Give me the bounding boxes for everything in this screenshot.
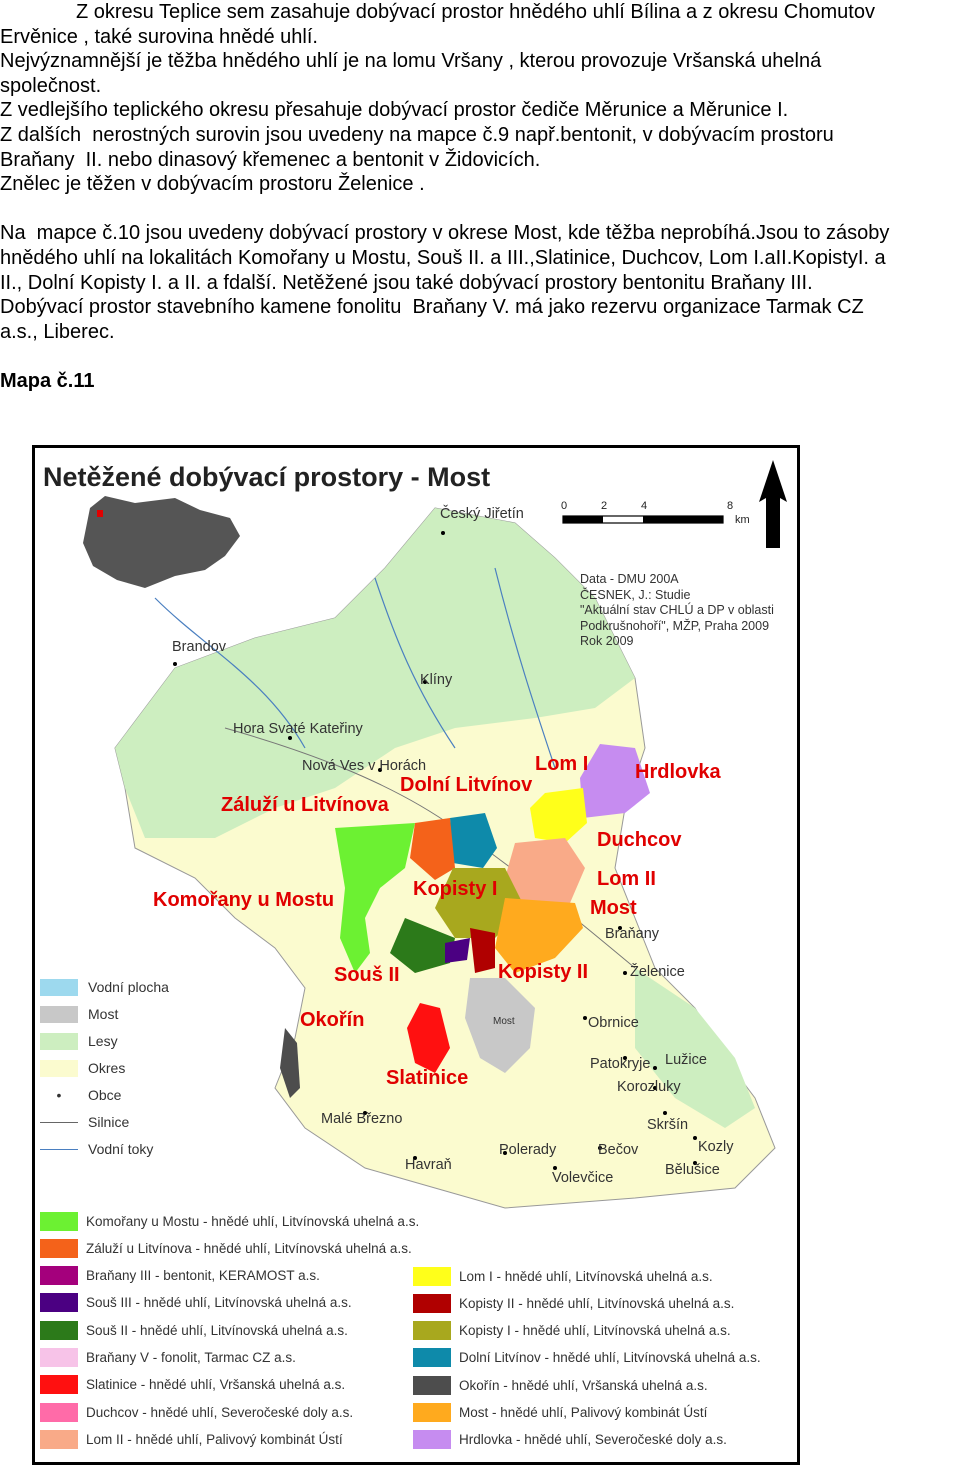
legend-item: Vodní toky xyxy=(40,1138,153,1160)
legend-label: Hrdlovka - hnědé uhlí, Severočeské doly a.s. xyxy=(459,1432,727,1448)
legend-swatch xyxy=(413,1376,451,1395)
map-title: Netěžené dobývací prostory - Most xyxy=(43,462,491,492)
scale-bar-segment xyxy=(643,516,723,523)
paragraph-4: Z dalších nerostných surovin jsou uvedeny na mapce č.9 např.bentonit, v dobývacím prostoru xyxy=(0,123,834,146)
scale-unit: km xyxy=(735,514,750,526)
place-label: Obrnice xyxy=(588,1015,639,1031)
legend-label: Lom II - hnědé uhlí, Palivový kombinát Ústí xyxy=(86,1431,343,1447)
legend-label: Okořín - hnědé uhlí, Vršanská uhelná a.s. xyxy=(459,1377,708,1393)
legend-swatch xyxy=(413,1267,451,1286)
legend-item xyxy=(413,1347,761,1369)
legend-item: Lesy xyxy=(40,1030,118,1052)
legend-swatch xyxy=(413,1321,451,1340)
legend-item xyxy=(413,1265,713,1287)
legend-label: Souš III - hnědé uhlí, Litvínovská uhelná a.s. xyxy=(86,1295,352,1311)
legend-swatch xyxy=(40,1348,78,1367)
deposit-label: Slatinice xyxy=(386,1067,469,1089)
paragraph-2: Nejvýznamnější je těžba hnědého uhlí je na lomu Vršany , kterou provozuje Vršanská uhelná xyxy=(0,50,822,73)
deposit-label: Hrdlovka xyxy=(635,761,721,783)
map-figure xyxy=(32,445,800,1465)
legend-swatch xyxy=(40,1375,78,1394)
legend-item xyxy=(40,1237,412,1259)
legend-label: Braňany III - bentonit, KERAMOST a.s. xyxy=(86,1268,320,1284)
place-label: Klíny xyxy=(420,672,453,688)
legend-item xyxy=(40,1210,419,1232)
legend-swatch xyxy=(40,979,78,996)
legend-label: Komořany u Mostu - hnědé uhlí, Litvínovská uhelná a.s. xyxy=(86,1213,420,1229)
place-label: Nová Ves v Horách xyxy=(302,758,427,774)
legend-label: Záluží u Litvínova - hnědé uhlí, Litvínovská uhelná a.s. xyxy=(86,1240,412,1256)
scale-bar-segment xyxy=(563,516,603,523)
place-label: Malé Březno xyxy=(321,1111,403,1127)
place-label: Hora Svaté Kateřiny xyxy=(233,721,363,737)
legend-swatch xyxy=(40,1033,78,1050)
legend-label: Kopisty II - hnědé uhlí, Litvínovská uhelná a.s. xyxy=(459,1295,735,1311)
legend-dot-icon: • xyxy=(56,1087,62,1103)
paragraph-1: Z okresu Teplice sem zasahuje dobývací prostor hnědého uhlí Bílina a z okresu Chomutov xyxy=(76,1,875,23)
legend-item xyxy=(40,1401,353,1423)
legend-swatch xyxy=(40,1239,78,1258)
legend-swatch xyxy=(40,1293,78,1312)
place-label: Skršín xyxy=(647,1117,689,1133)
deposit-label: Záluží u Litvínova xyxy=(221,794,389,816)
legend-item xyxy=(40,1347,296,1369)
legend-swatch xyxy=(413,1430,451,1449)
deposit-label: Komořany u Mostu xyxy=(153,889,335,911)
place-label: Most xyxy=(493,1016,515,1027)
legend-label: Souš II - hnědé uhlí, Litvínovská uhelná a.s. xyxy=(86,1322,348,1338)
paragraph-6: Na mapce č.10 jsou uvedeny dobývací prostory v okrese Most, kde těžba neprobíhá.Jsou to zásoby xyxy=(0,222,890,245)
place-label: Bečov xyxy=(598,1142,639,1158)
paragraph-2-cont: společnost. xyxy=(0,74,102,97)
scale-tick-4: 4 xyxy=(641,500,648,512)
legend-item xyxy=(413,1292,734,1314)
place-label: Korozluky xyxy=(617,1079,681,1095)
deposit-label: Duchcov xyxy=(597,829,682,851)
paragraph-6-cont-4: a.s., Liberec. xyxy=(0,320,115,343)
legend-item: Silnice xyxy=(40,1111,129,1133)
place-label: Kozly xyxy=(698,1139,734,1155)
legend-swatch xyxy=(413,1294,451,1313)
paragraph-6-cont-2: II., Dolní Kopisty I. a II. a fdalší. Netěžené jsou také dobývací prostory bentonitu Braňany III. xyxy=(0,271,813,294)
deposit-label: Lom I xyxy=(535,753,589,775)
legend-item xyxy=(413,1374,708,1396)
paragraph-4-cont: Braňany II. nebo dinasový křemenec a bentonit v Židovicích. xyxy=(0,148,541,171)
north-arrow-icon xyxy=(759,460,787,548)
deposit-label: Lom II xyxy=(597,868,656,890)
legend-swatch xyxy=(40,1266,78,1285)
place-label: Patokryje xyxy=(590,1056,651,1072)
place-label: Volevčice xyxy=(552,1170,614,1186)
document-text xyxy=(0,0,960,394)
place-label: Želenice xyxy=(630,964,685,980)
place-label: Český Jiřetín xyxy=(440,506,524,522)
place-label: Lužice xyxy=(665,1052,707,1068)
paragraph-1-cont: Ervěnice , také surovina hnědé uhlí. xyxy=(0,25,318,48)
scale-tick-2: 2 xyxy=(601,500,608,512)
legend-item xyxy=(40,1374,345,1396)
legend-item xyxy=(413,1429,727,1451)
legend-swatch xyxy=(40,1403,78,1422)
locator-marker xyxy=(97,510,103,517)
legend-line xyxy=(40,1149,78,1150)
legend-item xyxy=(40,1319,348,1341)
legend-label: Kopisty I - hnědé uhlí, Litvínovská uhelná a.s. xyxy=(459,1323,731,1339)
legend-item xyxy=(413,1402,707,1424)
legend-label: Lom I - hnědé uhlí, Litvínovská uhelná a.s. xyxy=(459,1268,713,1284)
legend-label: Most - hnědé uhlí, Palivový kombinát Ústí xyxy=(459,1405,708,1420)
place-label: Brandov xyxy=(172,639,227,655)
legend-label: Braňany V - fonolit, Tarmac CZ a.s. xyxy=(86,1350,296,1365)
legend-item xyxy=(40,1292,352,1314)
legend-label: Slatinice - hnědé uhlí, Vršanská uhelná a.s. xyxy=(86,1377,346,1393)
deposit-label: Okořín xyxy=(300,1009,365,1031)
legend-item xyxy=(40,1428,343,1450)
scale-tick-8: 8 xyxy=(727,500,734,512)
deposit-label: Kopisty I xyxy=(413,878,498,900)
legend-swatch xyxy=(40,1006,78,1023)
paragraph-5: Znělec je těžen v dobývacím prostoru Želenice . xyxy=(0,173,425,196)
czech-republic-silhouette xyxy=(83,496,240,588)
legend-swatch xyxy=(40,1321,78,1340)
legend-item xyxy=(40,1265,320,1287)
place-label: Braňany xyxy=(605,926,660,942)
map-caption: Mapa č.11 xyxy=(0,369,95,392)
deposit-label: Dolní Litvínov xyxy=(400,774,533,796)
paragraph-6-cont-3: Dobývací prostor stavebního kamene fonolitu Braňany V. má jako rezervu organizace Tarmak CZ xyxy=(0,296,864,319)
legend-item: Most xyxy=(40,1003,118,1025)
map-source-note: Data - DMU 200A ČESNEK, J.: Studie "Aktuální stav CHLÚ a DP v oblasti Podkrušnohoří", MŽP, Praha 2009 Rok 2009 xyxy=(580,572,774,648)
place-label: Bělušice xyxy=(665,1162,720,1178)
place-label: Havraň xyxy=(405,1157,452,1173)
deposit-label: Souš II xyxy=(334,964,400,986)
legend-swatch xyxy=(40,1060,78,1077)
deposit-label: Most xyxy=(590,897,637,919)
legend-swatch xyxy=(40,1212,78,1231)
legend-swatch xyxy=(413,1348,451,1367)
place-label: Polerady xyxy=(499,1142,557,1158)
paragraph-3: Z vedlejšího teplického okresu přesahuje dobývací prostor čediče Měrunice a Měrunice I. xyxy=(0,99,789,122)
legend-item: • Obce xyxy=(40,1084,121,1106)
scale-tick-0: 0 xyxy=(561,500,568,512)
legend-item: Okres xyxy=(40,1057,125,1079)
legend-label: Duchcov - hnědé uhlí, Severočeské doly a.s. xyxy=(86,1404,354,1420)
legend-item: Vodní plocha xyxy=(40,976,169,998)
paragraph-6-cont-1: hnědého uhlí na lokalitách Komořany u Mostu, Souš II. a III.,Slatinice, Duchcov, Lom I.aII.KopistyI. a xyxy=(0,246,886,269)
legend-line xyxy=(40,1122,78,1123)
legend-swatch xyxy=(40,1430,78,1449)
legend-item xyxy=(413,1320,731,1342)
legend-swatch xyxy=(413,1403,451,1422)
legend-label: Dolní Litvínov - hnědé uhlí, Litvínovská uhelná a.s. xyxy=(459,1350,761,1366)
deposit-label: Kopisty II xyxy=(498,961,589,983)
